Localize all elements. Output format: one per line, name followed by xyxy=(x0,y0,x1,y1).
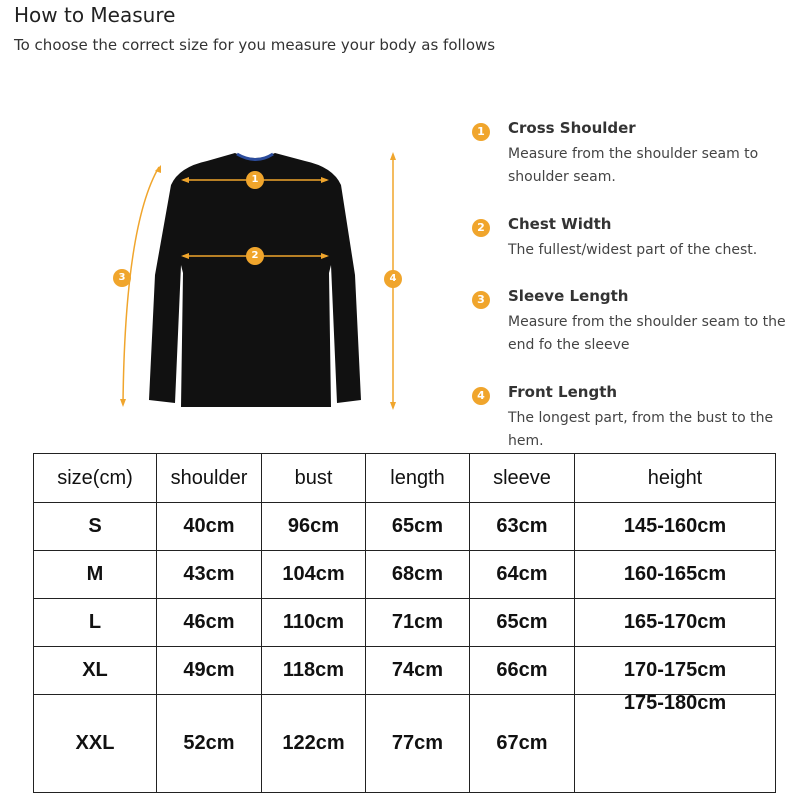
number-1-icon: 1 xyxy=(472,123,490,141)
table-cell: 77cm xyxy=(366,695,470,793)
sweater-illustration xyxy=(105,145,405,415)
table-cell: 46cm xyxy=(157,599,262,647)
table-cell: 145-160cm xyxy=(575,503,776,551)
table-cell xyxy=(575,691,776,793)
table-cell: 49cm xyxy=(157,647,262,695)
table-cell: 160-165cm xyxy=(575,551,776,599)
height-value: 175-180cm xyxy=(623,691,727,714)
marker-4: 4 xyxy=(384,270,402,288)
table-row xyxy=(34,599,776,647)
table-cell: 118cm xyxy=(262,647,366,695)
table-cell: 165-170cm xyxy=(575,599,776,647)
size-cell: XL xyxy=(34,647,157,695)
table-cell: 40cm xyxy=(157,503,262,551)
column-header: shoulder xyxy=(157,454,262,503)
size-cell: M xyxy=(34,551,157,599)
legend-desc: The longest part, from the bust to the hem. xyxy=(508,410,774,449)
column-header: height xyxy=(575,454,776,503)
legend-title: Sleeve Length xyxy=(508,287,629,305)
column-header: bust xyxy=(262,454,366,503)
table-cell: 71cm xyxy=(366,599,470,647)
marker-2: 2 xyxy=(246,247,264,265)
page-title: How to Measure xyxy=(14,3,176,27)
table-cell: 67cm xyxy=(470,695,575,793)
column-header: sleeve xyxy=(470,454,575,503)
table-cell: 74cm xyxy=(366,647,470,695)
table-row xyxy=(34,695,776,793)
table-cell: 170-175cm xyxy=(575,647,776,695)
legend-desc: Measure from the shoulder seam to shoulder seam. xyxy=(508,146,759,185)
table-cell: 43cm xyxy=(157,551,262,599)
table-row xyxy=(34,503,776,551)
table-cell: 65cm xyxy=(470,599,575,647)
legend-title: Cross Shoulder xyxy=(508,119,636,137)
size-cell: XXL xyxy=(34,695,157,793)
sweater-shape xyxy=(149,153,361,407)
size-chart-table xyxy=(33,453,776,793)
table-header-row xyxy=(34,454,776,503)
table-cell: 65cm xyxy=(366,503,470,551)
table-cell: 104cm xyxy=(262,551,366,599)
table-cell: 122cm xyxy=(262,695,366,793)
table-cell: 110cm xyxy=(262,599,366,647)
legend-desc: Measure from the shoulder seam to the end fo the sleeve xyxy=(508,314,786,353)
size-cell: L xyxy=(34,599,157,647)
marker-3: 3 xyxy=(113,269,131,287)
table-row xyxy=(34,647,776,695)
table-cell: 64cm xyxy=(470,551,575,599)
number-3-icon: 3 xyxy=(472,291,490,309)
table-cell: 52cm xyxy=(157,695,262,793)
column-header: length xyxy=(366,454,470,503)
number-4-icon: 4 xyxy=(472,387,490,405)
legend-desc: The fullest/widest part of the chest. xyxy=(508,242,758,258)
table-cell: 68cm xyxy=(366,551,470,599)
table-cell: 66cm xyxy=(470,647,575,695)
page-subtitle: To choose the correct size for you measure your body as follows xyxy=(14,36,496,54)
table-row xyxy=(34,551,776,599)
number-2-icon: 2 xyxy=(472,219,490,237)
column-header: size(cm) xyxy=(34,454,157,503)
table-cell: 96cm xyxy=(262,503,366,551)
table-cell: 63cm xyxy=(470,503,575,551)
marker-1: 1 xyxy=(246,171,264,189)
legend-title: Front Length xyxy=(508,383,618,401)
legend-title: Chest Width xyxy=(508,215,612,233)
size-cell: S xyxy=(34,503,157,551)
